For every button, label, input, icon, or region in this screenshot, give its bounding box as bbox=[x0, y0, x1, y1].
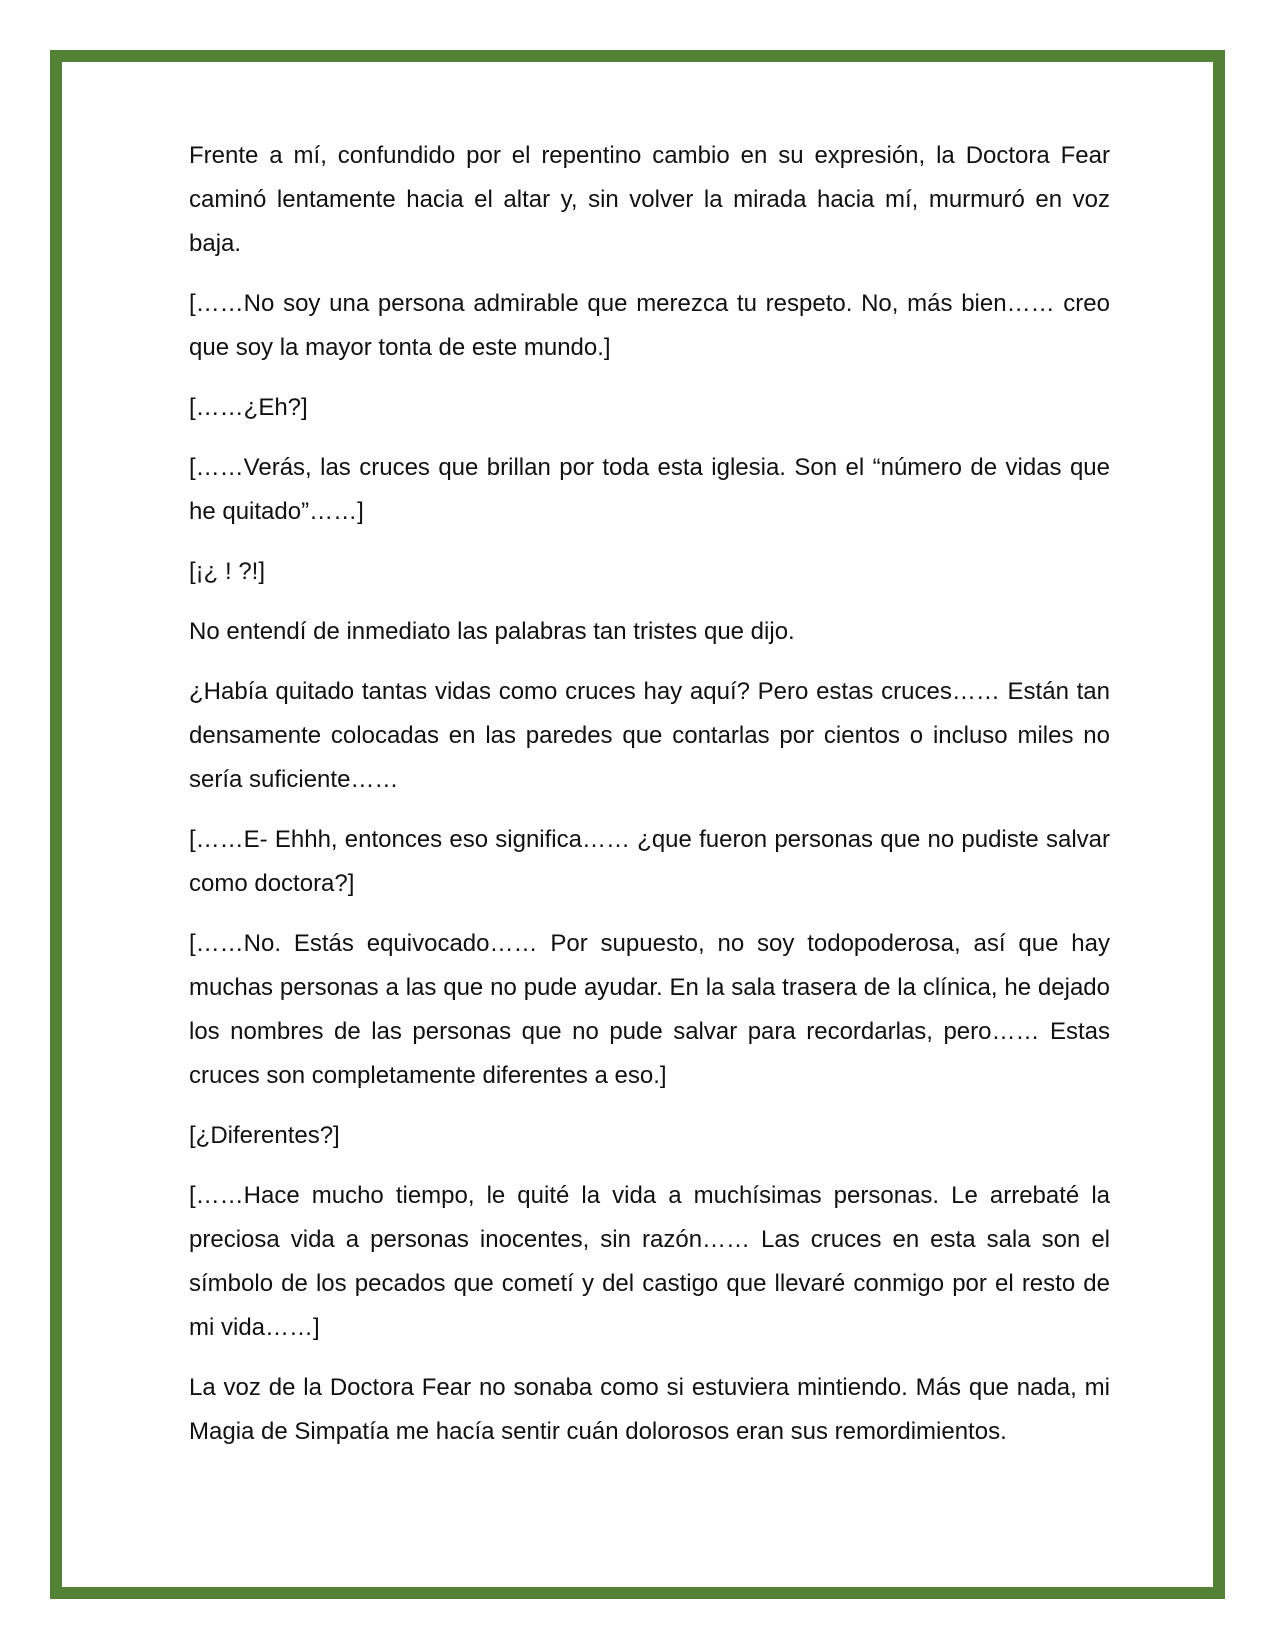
paragraph-3: [……¿Eh?] bbox=[189, 394, 308, 421]
paragraph-8: [……E- Ehhh, entonces eso significa…… ¿que fueron personas que no pudiste salvar como doctora?] bbox=[189, 826, 1110, 897]
paragraph-12: La voz de la Doctora Fear no sonaba como si estuviera mintiendo. Más que nada, mi Magia de Simpatía me hacía sentir cuán dolorosos eran sus remordimientos. bbox=[189, 1374, 1110, 1445]
paragraph-11: [……Hace mucho tiempo, le quité la vida a muchísimas personas. Le arrebaté la preciosa vida a personas inocentes, sin razón…… Las cruces en esta sala son el símbolo de los pecados que cometí y del castigo que llevaré conmigo por el resto de mi vida……] bbox=[189, 1182, 1110, 1341]
paragraph-9: [……No. Estás equivocado…… Por supuesto, no soy todopoderosa, así que hay muchas personas a las que no pude ayudar. En la sala trasera de la clínica, he dejado los nombres de las personas que no pude salvar para recordarlas, pero…… Estas cruces son completamente diferentes a eso.] bbox=[189, 930, 1110, 1089]
paragraph-10: [¿Diferentes?] bbox=[189, 1122, 340, 1149]
page-border-frame bbox=[50, 50, 1225, 1599]
document-body bbox=[189, 134, 1110, 1470]
paragraph-4: [……Verás, las cruces que brillan por toda esta iglesia. Son el “número de vidas que he quitado”……] bbox=[189, 454, 1110, 525]
paragraph-7: ¿Había quitado tantas vidas como cruces hay aquí? Pero estas cruces…… Están tan densamente colocadas en las paredes que contarlas por cientos o incluso miles no sería suficiente…… bbox=[189, 678, 1110, 793]
paragraph-1: Frente a mí, confundido por el repentino cambio en su expresión, la Doctora Fear caminó lentamente hacia el altar y, sin volver la mirada hacia mí, murmuró en voz baja. bbox=[189, 142, 1110, 257]
paragraph-6: No entendí de inmediato las palabras tan tristes que dijo. bbox=[189, 618, 795, 645]
paragraph-5: [¡¿ ! ?!] bbox=[189, 558, 266, 585]
paragraph-2: [……No soy una persona admirable que merezca tu respeto. No, más bien…… creo que soy la mayor tonta de este mundo.] bbox=[189, 290, 1110, 361]
